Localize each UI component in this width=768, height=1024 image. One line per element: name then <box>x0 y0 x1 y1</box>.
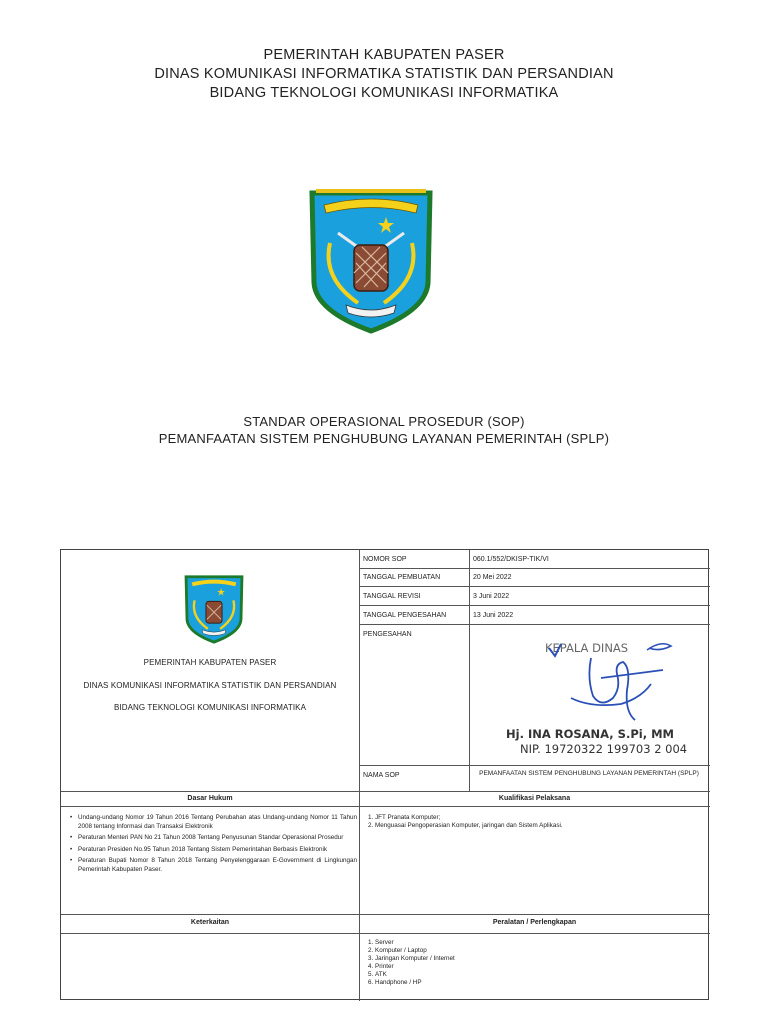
header-line-1: PEMERINTAH KABUPATEN PASER <box>263 47 505 63</box>
divider <box>61 806 710 807</box>
peralatan-list <box>363 939 703 987</box>
dasar-hukum-header: Dasar Hukum <box>187 795 233 802</box>
nama-sop-label: NAMA SOP <box>363 772 400 779</box>
divider <box>359 568 710 569</box>
nama-sop-value: PEMANFAATAN SISTEM PENGHUBUNG LAYANAN PEMERINTAH (SPLP) <box>479 770 699 777</box>
peralatan-item: 3. Jaringan Komputer / Internet <box>375 955 703 963</box>
divider <box>359 791 360 1001</box>
header-line-2: DINAS KOMUNIKASI INFORMATIKA STATISTIK DAN PERSANDIAN <box>154 66 614 82</box>
dasar-hukum-list <box>69 814 357 877</box>
org-line-1: PEMERINTAH KABUPATEN PASER <box>143 658 277 667</box>
signatory-name: Hj. INA ROSANA, S.Pi, MM <box>506 727 674 741</box>
dasar-hukum-item: • Peraturan Menteri PAN No 21 Tahun 2008 Tentang Penyusunan Standar Operasional Prosedur <box>78 834 357 843</box>
peralatan-item: 4. Printer <box>375 963 703 971</box>
kualifikasi-item: 2. Menguasai Pengoperasian Komputer, jaringan dan Sistem Aplikasi. <box>375 822 703 830</box>
paser-emblem-small <box>181 572 247 644</box>
kualifikasi-header: Kualifikasi Pelaksana <box>498 795 571 802</box>
meta-value-pengesahan-date: 13 Juni 2022 <box>473 612 514 619</box>
handwritten-signature <box>531 638 691 738</box>
sop-table <box>60 549 709 1000</box>
org-line-2: DINAS KOMUNIKASI INFORMATIKA STATISTIK DAN PERSANDIAN <box>83 681 337 690</box>
kualifikasi-list <box>363 814 703 830</box>
signatory-nip: NIP. 19720322 199703 2 004 <box>520 742 688 756</box>
meta-label-revisi: TANGGAL REVISI <box>363 593 421 600</box>
paser-emblem-large <box>308 183 434 335</box>
divider <box>359 586 710 587</box>
meta-label-pembuatan: TANGGAL PEMBUATAN <box>363 574 441 581</box>
meta-label-nomor: NOMOR SOP <box>363 556 407 563</box>
keterkaitan-header: Keterkaitan <box>190 919 230 926</box>
divider <box>61 933 710 934</box>
meta-value-nomor: 060.1/552/DKISP-TIK/VI <box>473 556 549 563</box>
dasar-hukum-item: • Undang-undang Nomor 19 Tahun 2016 Tentang Perubahan atas Undang-undang Nomor 11 Tahun 2008 tentang Informasi dan Transaksi Elektronik <box>78 814 357 831</box>
dasar-hukum-item: • Peraturan Bupati Nomor 8 Tahun 2018 Tentang Penyelenggaraan E-Government di Lingkungan Pemerintah Kabupaten Paser. <box>78 857 357 874</box>
sop-title-line-1: STANDAR OPERASIONAL PROSEDUR (SOP) <box>243 414 525 429</box>
divider <box>359 765 710 766</box>
peralatan-item: 5. ATK <box>375 971 703 979</box>
divider <box>359 624 710 625</box>
divider <box>359 605 710 606</box>
meta-label-pengesahan-date: TANGGAL PENGESAHAN <box>363 612 447 619</box>
signature-title: KEPALA DINAS <box>545 641 629 655</box>
document-header <box>0 46 768 103</box>
divider <box>61 791 710 792</box>
peralatan-item: 1. Server <box>375 939 703 947</box>
pengesahan-label: PENGESAHAN <box>363 631 412 638</box>
dasar-hukum-item: • Peraturan Presiden No.95 Tahun 2018 Tentang Sistem Pemerintahan Berbasis Elektronik <box>78 846 357 855</box>
meta-value-revisi: 3 Juni 2022 <box>473 593 510 600</box>
org-line-3: BIDANG TEKNOLOGI KOMUNIKASI INFORMATIKA <box>113 703 307 712</box>
sop-title <box>0 413 768 447</box>
peralatan-header: Peralatan / Perlengkapan <box>492 919 577 926</box>
kualifikasi-item: 1. JFT Pranata Komputer; <box>375 814 703 822</box>
divider <box>61 914 710 915</box>
header-line-3: BIDANG TEKNOLOGI KOMUNIKASI INFORMATIKA <box>209 85 559 101</box>
peralatan-item: 6. Handphone / HP <box>375 979 703 987</box>
sop-title-line-2: PEMANFAATAN SISTEM PENGHUBUNG LAYANAN PEMERINTAH (SPLP) <box>158 431 610 446</box>
peralatan-item: 2. Komputer / Laptop <box>375 947 703 955</box>
meta-value-pembuatan: 20 Mei 2022 <box>473 574 512 581</box>
